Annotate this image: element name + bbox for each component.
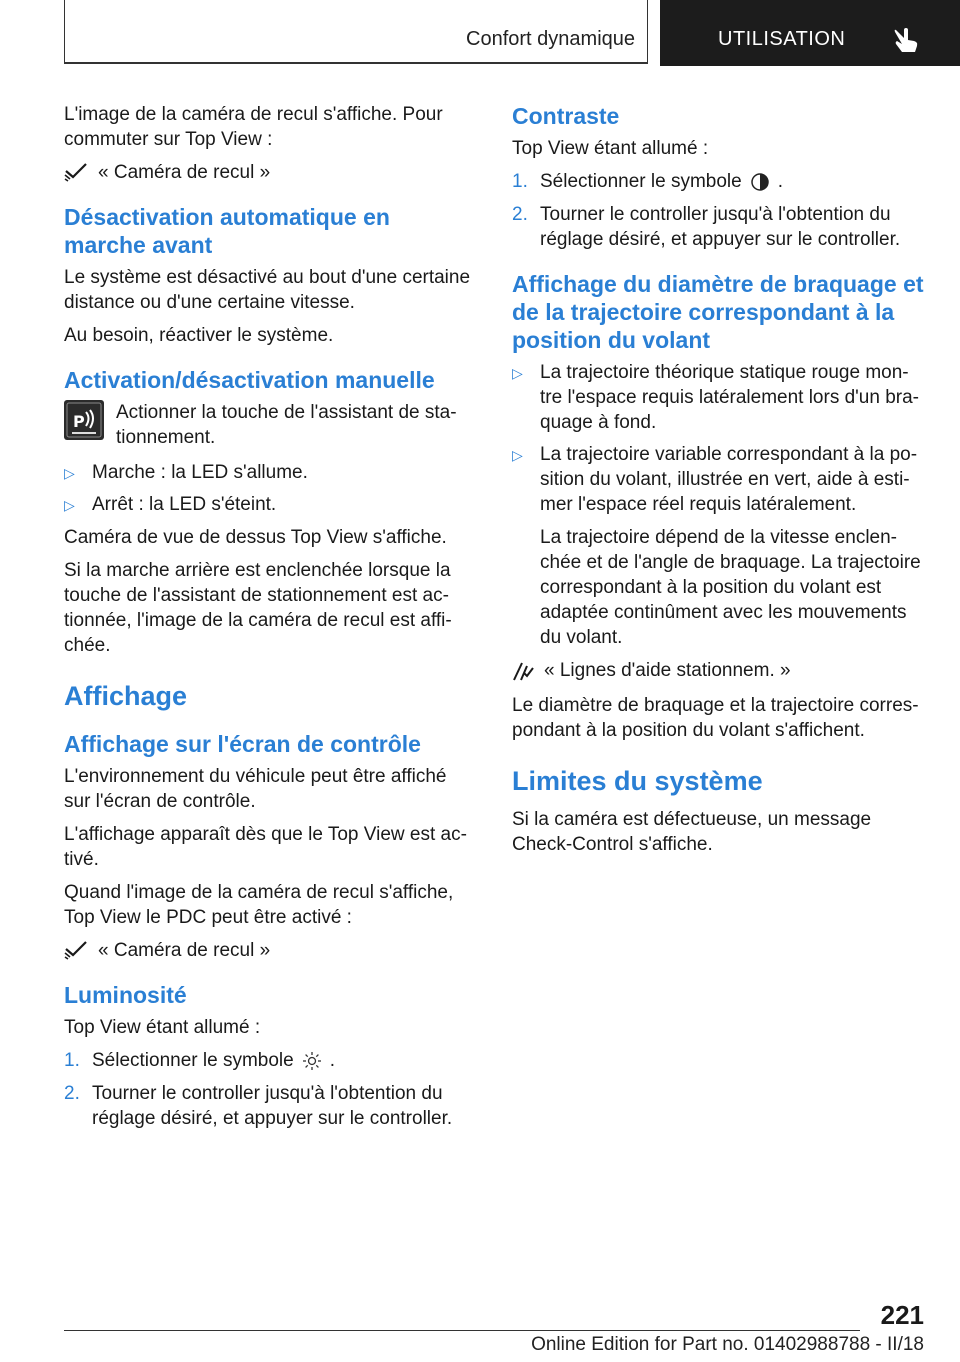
manual-text-2: Si la marche arrière est enclenchée lorsque la touche de l'assistant de stationnement est ac-tionnée, l'image de la caméra de recul est affi-chée. xyxy=(64,560,452,656)
triangle-bullet-icon: ▷ xyxy=(512,447,523,463)
heading-turning-circle: Affichage du diamètre de braquage et de la trajectoire correspondant à la position du volant xyxy=(512,271,924,353)
parking-assistant-button-icon xyxy=(64,400,104,440)
heading-manual-activation: Activation/désactivation manuelle xyxy=(64,367,435,393)
manual-text-1: Caméra de vue de dessus Top View s'affiche. xyxy=(64,527,447,548)
heading-brightness: Luminosité xyxy=(64,982,187,1008)
heading-auto-deactivation: Désactivation automatique en marche avant xyxy=(64,204,390,258)
manual-state-list xyxy=(64,460,476,517)
camera-check-icon xyxy=(64,941,88,961)
parking-lines-icon xyxy=(512,660,534,682)
header-section-box xyxy=(64,0,648,64)
triangle-bullet-icon: ▷ xyxy=(64,497,75,513)
brightness-text: Top View étant allumé : xyxy=(64,1017,261,1038)
page-number: 221 xyxy=(880,1300,924,1330)
brightness-steps xyxy=(64,1048,476,1131)
menu-item-label: « Lignes d'aide stationnem. » xyxy=(544,660,791,681)
parking-assist-instruction: Actionner la touche de l'assistant de sta-tionnement. xyxy=(116,402,457,448)
list-item: ▷ Marche : la LED s'allume. xyxy=(64,460,476,485)
menu-item-rear-camera xyxy=(64,160,476,185)
list-item: ▷ La trajectoire variable correspondant à la po-sition du volant, illustrée en vert, aide à esti-mer l'espace réel requis latéralement. La trajectoire dépend de la vitesse enclen-chée et de l'angle de braquage. La trajectoire correspondant à la position du volant est adaptée continûment avec les mouvements du volant. xyxy=(512,442,924,650)
contrast-text: Top View étant allumé : xyxy=(512,138,709,159)
list-item: 2. Tourner le controller jusqu'à l'obtention du réglage désiré, et appuyer sur le controller. xyxy=(512,204,901,250)
screen-text-1: L'environnement du véhicule peut être affiché sur l'écran de contrôle. xyxy=(64,766,447,812)
menu-item-label: « Caméra de recul » xyxy=(98,940,271,961)
heading-contrast: Contraste xyxy=(512,103,620,129)
left-column xyxy=(64,102,476,1139)
triangle-bullet-icon: ▷ xyxy=(512,365,523,381)
header-section-title: Confort dynamique xyxy=(466,28,635,50)
auto-text-1: Le système est désactivé au bout d'une certaine distance ou d'une certaine vitesse. xyxy=(64,267,471,313)
list-item: 2. Tourner le controller jusqu'à l'obtention du réglage désiré, et appuyer sur le controller. xyxy=(64,1083,453,1129)
heading-control-display: Affichage sur l'écran de contrôle xyxy=(64,731,421,757)
list-item: ▷ La trajectoire théorique statique rouge mon-tre l'espace requis latéralement lors d'un bra-quage à fond. xyxy=(512,362,919,433)
auto-text-2: Au besoin, réactiver le système. xyxy=(64,325,334,346)
limits-text: Si la caméra est défectueuse, un message Check-Control s'affiche. xyxy=(512,809,872,855)
parking-assist-button-row xyxy=(64,400,476,450)
heading-system-limits: Limites du système xyxy=(512,766,763,796)
right-column xyxy=(512,102,924,865)
turning-text: Le diamètre de braquage et la trajectoire corres-pondant à la position du volant s'affichent. xyxy=(512,695,919,741)
edition-text: Online Edition for Part no. 01402988788 - II/18 xyxy=(531,1334,924,1355)
page-header xyxy=(0,0,960,66)
footer-divider xyxy=(64,1330,860,1331)
turning-list xyxy=(512,360,924,650)
svg-text:P: P xyxy=(73,412,85,431)
list-item: ▷ Arrêt : la LED s'éteint. xyxy=(64,492,476,517)
contrast-half-circle-icon xyxy=(750,172,770,192)
menu-item-rear-camera-2 xyxy=(64,938,476,963)
triangle-bullet-icon: ▷ xyxy=(64,465,75,481)
list-item: 1. Sélectionner le symbole . xyxy=(512,171,783,192)
menu-item-label: « Caméra de recul » xyxy=(98,162,271,183)
turning-item-detail: La trajectoire dépend de la vitesse enclen-chée et de l'angle de braquage. La trajectoire correspondant à la position du volant est adaptée continûment avec les mouvements du volant. xyxy=(540,527,921,648)
intro-text: L'image de la caméra de recul s'affiche. Pour commuter sur Top View : xyxy=(64,104,443,150)
contrast-steps xyxy=(512,169,924,252)
screen-text-3: Quand l'image de la caméra de recul s'affiche, Top View le PDC peut être activé : xyxy=(64,882,454,928)
brightness-sun-icon xyxy=(302,1051,322,1071)
camera-check-icon xyxy=(64,163,88,183)
heading-display: Affichage xyxy=(64,681,188,711)
header-chapter-box xyxy=(660,0,960,66)
header-chapter-title: UTILISATION xyxy=(718,28,846,50)
list-item: 1. Sélectionner le symbole . xyxy=(64,1050,335,1071)
screen-text-2: L'affichage apparaît dès que le Top View est ac-tivé. xyxy=(64,824,467,870)
menu-item-parking-guide-lines xyxy=(512,658,924,683)
hand-pointer-icon xyxy=(892,24,920,54)
